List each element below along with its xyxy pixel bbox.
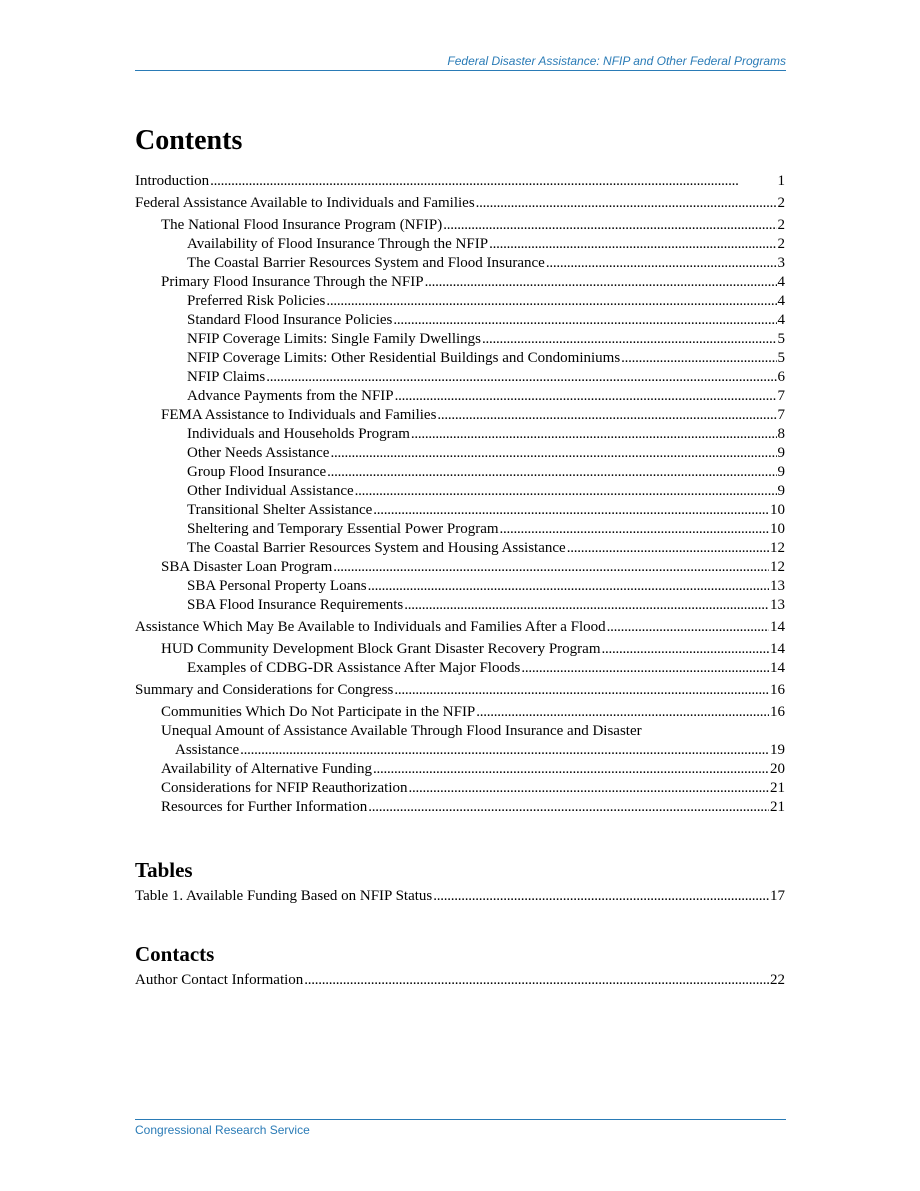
toc-entry[interactable]: FEMA Assistance to Individuals and Families . . . 7	[135, 406, 785, 425]
toc-entry[interactable]: Assistance Which May Be Available to Individuals and Families After a Flood . . . 14	[135, 618, 785, 637]
toc-entry[interactable]: The Coastal Barrier Resources System and Flood Insurance . . . 3	[135, 254, 785, 273]
tables-list	[135, 887, 785, 906]
page-footer	[135, 1119, 786, 1137]
toc-entry[interactable]: Sheltering and Temporary Essential Power Program . . . 10	[135, 520, 785, 539]
toc-entry[interactable]: NFIP Coverage Limits: Other Residential Buildings and Condominiums . . . 5	[135, 349, 785, 368]
toc-entry[interactable]: Other Individual Assistance . . . 9	[135, 482, 785, 501]
toc-entry[interactable]: Individuals and Households Program . . . 8	[135, 425, 785, 444]
toc-entry[interactable]: Group Flood Insurance . . . 9	[135, 463, 785, 482]
toc-entry[interactable]: Preferred Risk Policies . . . 4	[135, 292, 785, 311]
toc-entry[interactable]: Author Contact Information . . . 22	[135, 971, 785, 990]
running-header	[135, 54, 786, 71]
footer-text: Congressional Research Service	[135, 1123, 310, 1137]
toc-entry[interactable]: Summary and Considerations for Congress . . . 16	[135, 681, 785, 700]
toc-entry[interactable]: The Coastal Barrier Resources System and Housing Assistance . . . 12	[135, 539, 785, 558]
toc-entry[interactable]: Table 1. Available Funding Based on NFIP Status . . . 17	[135, 887, 785, 906]
contents-heading: Contents	[135, 125, 243, 156]
toc-entry-line2[interactable]: Assistance . . . 19	[135, 741, 785, 760]
toc-entry[interactable]: Introduction . . . 1	[135, 172, 785, 191]
toc-entry-line1[interactable]: Unequal Amount of Assistance Available Through Flood Insurance and Disaster	[161, 723, 642, 739]
toc-entry[interactable]: Examples of CDBG-DR Assistance After Major Floods . . . 14	[135, 659, 785, 678]
contents-list	[135, 172, 785, 817]
toc-entry[interactable]: Resources for Further Information . . . 21	[135, 798, 785, 817]
toc-entry[interactable]: SBA Flood Insurance Requirements . . . 13	[135, 596, 785, 615]
contacts-heading: Contacts	[135, 942, 215, 966]
toc-entry[interactable]: HUD Community Development Block Grant Disaster Recovery Program . . . 14	[135, 640, 785, 659]
toc-entry[interactable]: Other Needs Assistance . . . 9	[135, 444, 785, 463]
toc-entry[interactable]: NFIP Claims . . . 6	[135, 368, 785, 387]
toc-entry[interactable]: Availability of Flood Insurance Through the NFIP . . . 2	[135, 235, 785, 254]
toc-entry[interactable]: SBA Disaster Loan Program . . . 12	[135, 558, 785, 577]
toc-entry[interactable]: Standard Flood Insurance Policies . . . 4	[135, 311, 785, 330]
toc-entry[interactable]: Primary Flood Insurance Through the NFIP . . . 4	[135, 273, 785, 292]
toc-entry[interactable]: Advance Payments from the NFIP . . . 7	[135, 387, 785, 406]
toc-entry[interactable]: The National Flood Insurance Program (NFIP) . . . 2	[135, 216, 785, 235]
page-content	[135, 124, 785, 990]
contacts-list	[135, 971, 785, 990]
toc-entry[interactable]: Transitional Shelter Assistance . . . 10	[135, 501, 785, 520]
toc-entry[interactable]: NFIP Coverage Limits: Single Family Dwellings . . . 5	[135, 330, 785, 349]
tables-heading: Tables	[135, 858, 193, 882]
toc-entry[interactable]: SBA Personal Property Loans . . . 13	[135, 577, 785, 596]
running-title: Federal Disaster Assistance: NFIP and Other Federal Programs	[447, 54, 786, 68]
toc-entry[interactable]: Communities Which Do Not Participate in the NFIP . . . 16	[135, 703, 785, 722]
toc-entry[interactable]: Availability of Alternative Funding . . . 20	[135, 760, 785, 779]
toc-entry[interactable]: Considerations for NFIP Reauthorization . . . 21	[135, 779, 785, 798]
toc-entry[interactable]: Federal Assistance Available to Individuals and Families . . . 2	[135, 194, 785, 213]
